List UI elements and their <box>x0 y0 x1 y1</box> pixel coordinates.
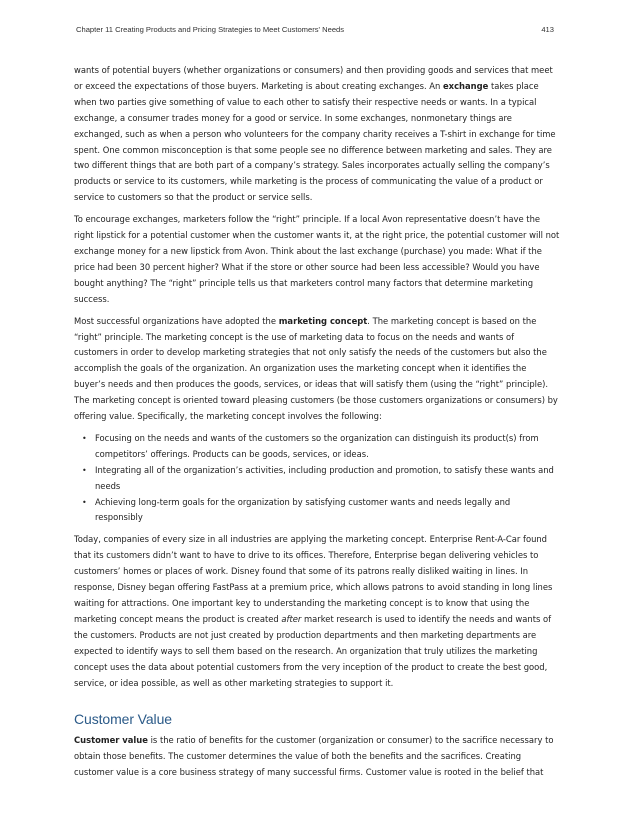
bullet-icon: • <box>82 465 87 475</box>
paragraph-text: is the ratio of benefits for the customer (organization or consumer) to the sacrifice necessary to obtain those benefits. The customer determines the value of both the benefits and the sacrifices. Creating customer value is a core business strategy of many successful firms. Customer value is rooted in the belief that <box>74 735 554 778</box>
emphasis-after: after <box>281 613 302 624</box>
bullet-icon: • <box>82 497 87 507</box>
section-heading: Customer Value <box>74 711 172 728</box>
page-number: 413 <box>541 25 554 34</box>
paragraph-examples <box>74 532 560 691</box>
paragraph-exchange <box>74 63 560 206</box>
running-header <box>76 25 554 34</box>
key-term-exchange: exchange <box>443 80 489 91</box>
list-item-text: Integrating all of the organization’s activities, including production and promotion, to satisfy these wants and needs <box>95 464 554 491</box>
paragraph-text: wants of potential buyers (whether organizations or consumers) and then providing goods and services that meet or exceed the expectations of those buyers. Marketing is about creating exchanges. An <box>74 65 553 91</box>
paragraph-right-principle: To encourage exchanges, marketers follow the “right” principle. If a local Avon representative doesn’t have the right lipstick for a potential customer when the customer wants it, at the right price, the potential customer will not exchange money for a new lipstick from Avon. Think about the last exchange (purchase) you made: What if the price had been 30 percent higher? What if the store or other source had been less accessible? Would you have bought anything? The “right” principle tells us that marketers control many factors that determine marketing success. <box>74 214 560 304</box>
list-item-text: Achieving long-term goals for the organization by satisfying customer wants and needs legally and responsibly <box>95 496 511 523</box>
bullet-list <box>74 431 560 526</box>
paragraph-marketing-concept <box>74 314 560 425</box>
paragraph-customer-value <box>74 733 560 781</box>
key-term-marketing-concept: marketing concept <box>278 315 368 326</box>
key-term-customer-value: Customer value <box>74 735 148 746</box>
body-text <box>74 63 560 787</box>
paragraph-text: market research is used to identify the needs and wants of the customers. Products are not just created by production departments and then marketing departments are expected to identify ways to sell them based on the research. An organization that truly utilizes the marketing concept uses the data about potential customers from the very inception of the product to create the best good, service, or idea possible, as well as other marketing strategies to support it. <box>74 613 552 688</box>
bullet-icon: • <box>82 433 87 443</box>
list-item <box>74 431 560 463</box>
list-item <box>74 463 560 495</box>
paragraph-text: . The marketing concept is based on the “right” principle. The marketing concept is the use of marketing data to focus on the needs and wants of customers in order to develop marketing strategies that not only satisfy the needs of the customers but also the accomplish the goals of the organization. An organization uses the marketing concept when it identifies the buyer’s needs and then produces the goods, services, or ideas that will satisfy them (using the “right” principle). The marketing concept is oriented toward pleasing customers (be those customers organizations or consumers) by offering value. Specifically, the marketing concept involves the following: <box>74 315 558 422</box>
list-item-text: Focusing on the needs and wants of the customers so the organization can distinguish its product(s) from competitors’ offerings. Products can be goods, services, or ideas. <box>95 432 539 459</box>
chapter-title: Chapter 11 Creating Products and Pricing Strategies to Meet Customers' Needs <box>76 25 345 34</box>
paragraph-text: Today, companies of every size in all industries are applying the marketing concept. Enterprise Rent-A-Car found that its customers didn’t want to have to drive to its offices. Therefore, Enterprise began delivering vehicles to customers’ homes or places of work. Disney found that some of its patrons really disliked waiting in lines. In response, Disney began offering FastPass at a premium price, which allows patrons to avoid standing in long lines waiting for attractions. One important key to understanding the marketing concept is to know that using the marketing concept means the product is created <box>74 534 553 624</box>
paragraph-text: takes place when two parties give something of value to each other to satisfy their respective needs or wants. In a typical exchange, a consumer trades money for a good or service. In some exchanges, nonmonetary things are exchanged, such as when a person who volunteers for the company charity receives a T-shirt in exchange for time spent. One common misconception is that some people see no difference between marketing and sales. They are two different things that are both part of a company’s strategy. Sales incorporates actually selling the company’s products or service to its customers, while marketing is the process of communicating the value of a product or service to customers so that the product or service sells. <box>74 80 556 203</box>
paragraph-text: Most successful organizations have adopted the <box>74 315 279 326</box>
list-item <box>74 495 560 527</box>
